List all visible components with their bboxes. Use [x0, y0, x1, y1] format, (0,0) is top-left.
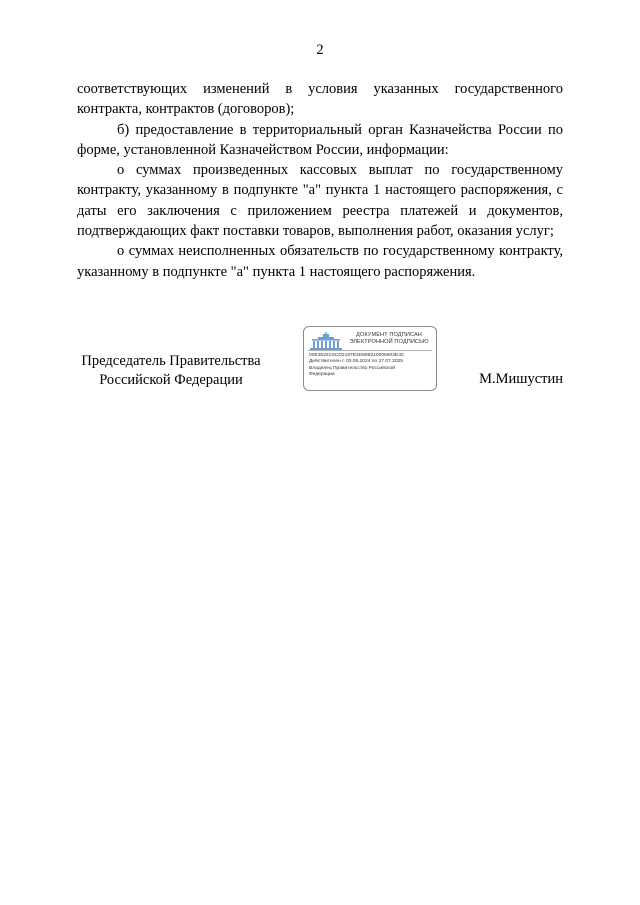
stamp-divider [308, 350, 432, 351]
stamp-details [309, 353, 435, 379]
paragraph-4: о суммах неисполненных обязательств по государственному контракту, указанному в подпункте "а" пункта 1 настоящего распоряжения. [77, 243, 563, 280]
document-body [77, 79, 563, 282]
stamp-heading-line-2: ЭЛЕКТРОННОЙ ПОДПИСЬЮ [349, 339, 429, 346]
stamp-owner-line-1: Владелец Правительство Российской [309, 365, 395, 371]
signer-title-line-1: Председатель Правительства [81, 353, 261, 369]
page-number: 2 [316, 42, 324, 58]
stamp-heading [342, 332, 436, 346]
stamp-validity: Действителен с 03.05.2024 по 27.07.2025 [309, 359, 403, 365]
electronic-signature-stamp [303, 326, 437, 391]
government-building-emblem-icon [309, 332, 343, 351]
paragraph-1: соответствующих изменений в условия указанных государственного контракта, контрактов (договоров); [77, 81, 563, 118]
paragraph-3: о суммах произведенных кассовых выплат по государственному контракту, указанному в подпункте "а" пункта 1 настоящего распоряжения, с даты его заключения с приложением реестра платежей и документов, подтверждающих факт поставки товаров, выполнения работ, оказания услуг; [77, 162, 563, 240]
paragraph-2: б) предоставление в территориальный орган Казначейства России по форме, установленной Казначейством России, информации: [77, 121, 563, 158]
stamp-owner-line-2: Федерации [309, 372, 335, 378]
signer-title [76, 352, 266, 389]
stamp-heading-line-1: ДОКУМЕНТ ПОДПИСАН [356, 332, 422, 338]
signer-name: М.Мишустин [479, 371, 563, 387]
stamp-certificate-number: 00E3632C6CD2197E4D889210006902E4C [309, 353, 405, 358]
signer-title-line-2: Российской Федерации [99, 371, 243, 388]
